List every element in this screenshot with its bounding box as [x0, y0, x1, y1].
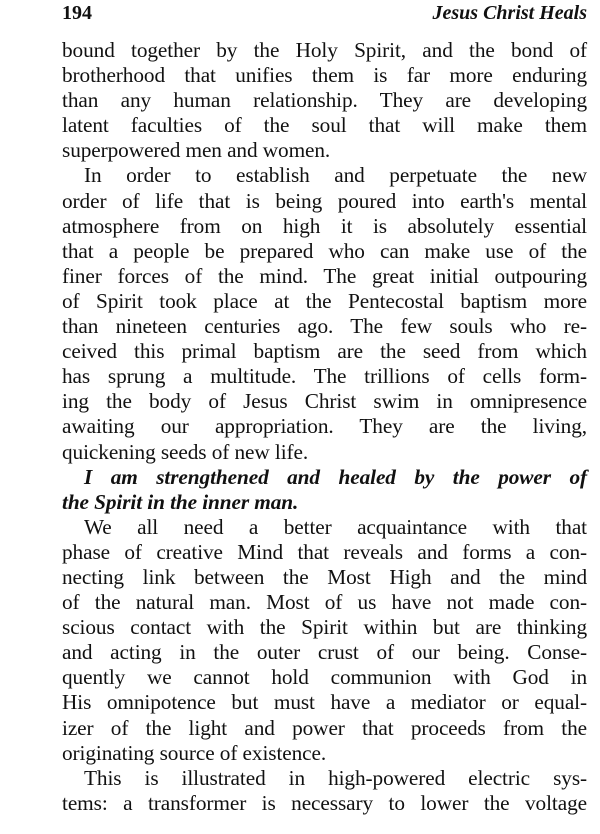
text-line: finer forces of the mind. The great initial outpouring: [62, 263, 587, 288]
text-line: than any human relationship. They are developing: [62, 88, 587, 113]
body-text: [62, 38, 587, 816]
text-line: brotherhood that unifies them is far more enduring: [62, 63, 587, 88]
text-line: quently we cannot hold communion with God in: [62, 665, 587, 690]
text-line: quickening seeds of new life.: [62, 439, 309, 464]
text-line: tems: a transformer is necessary to lower the voltage: [62, 790, 587, 815]
text-line: superpowered men and women.: [62, 138, 331, 163]
text-line: atmosphere from on high it is absolutely essential: [62, 213, 587, 238]
text-line: ceived this primal baptism are the seed from which: [62, 339, 587, 364]
running-title: Jesus Christ Heals: [432, 2, 587, 24]
text-line: order of life that is being poured into earth's mental: [62, 188, 587, 213]
text-line: scious contact with the Spirit within but are thinking: [62, 615, 587, 640]
text-line: awaiting our appropriation. They are the living,: [62, 414, 587, 439]
text-line: of Spirit took place at the Pentecostal baptism more: [62, 288, 587, 313]
text-line: than nineteen centuries ago. The few souls who re-: [62, 314, 587, 339]
page-header: [62, 2, 587, 26]
affirmation-line: I am strengthened and healed by the power of: [84, 464, 587, 489]
text-line: necting link between the Most High and the mind: [62, 564, 587, 589]
text-line: His omnipotence but must have a mediator or equal-: [62, 690, 587, 715]
text-line: originating source of existence.: [62, 740, 327, 765]
text-line: This is illustrated in high-powered electric sys-: [84, 765, 587, 790]
affirmation-line: the Spirit in the inner man.: [62, 489, 299, 514]
text-line: ing the body of Jesus Christ swim in omnipresence: [62, 389, 587, 414]
text-line: has sprung a multitude. The trillions of cells form-: [62, 364, 587, 389]
page-number: 194: [62, 2, 92, 24]
text-line: In order to establish and perpetuate the new: [84, 163, 587, 188]
text-line: izer of the light and power that proceeds from the: [62, 715, 587, 740]
text-line: phase of creative Mind that reveals and forms a con-: [62, 539, 587, 564]
text-line: and acting in the outer crust of our being. Conse-: [62, 640, 587, 665]
text-line: We all need a better acquaintance with that: [84, 514, 587, 539]
text-line: latent faculties of the soul that will make them: [62, 113, 587, 138]
text-line: of the natural man. Most of us have not made con-: [62, 590, 587, 615]
text-line: bound together by the Holy Spirit, and the bond of: [62, 38, 587, 62]
text-line: that a people be prepared who can make use of the: [62, 238, 587, 263]
